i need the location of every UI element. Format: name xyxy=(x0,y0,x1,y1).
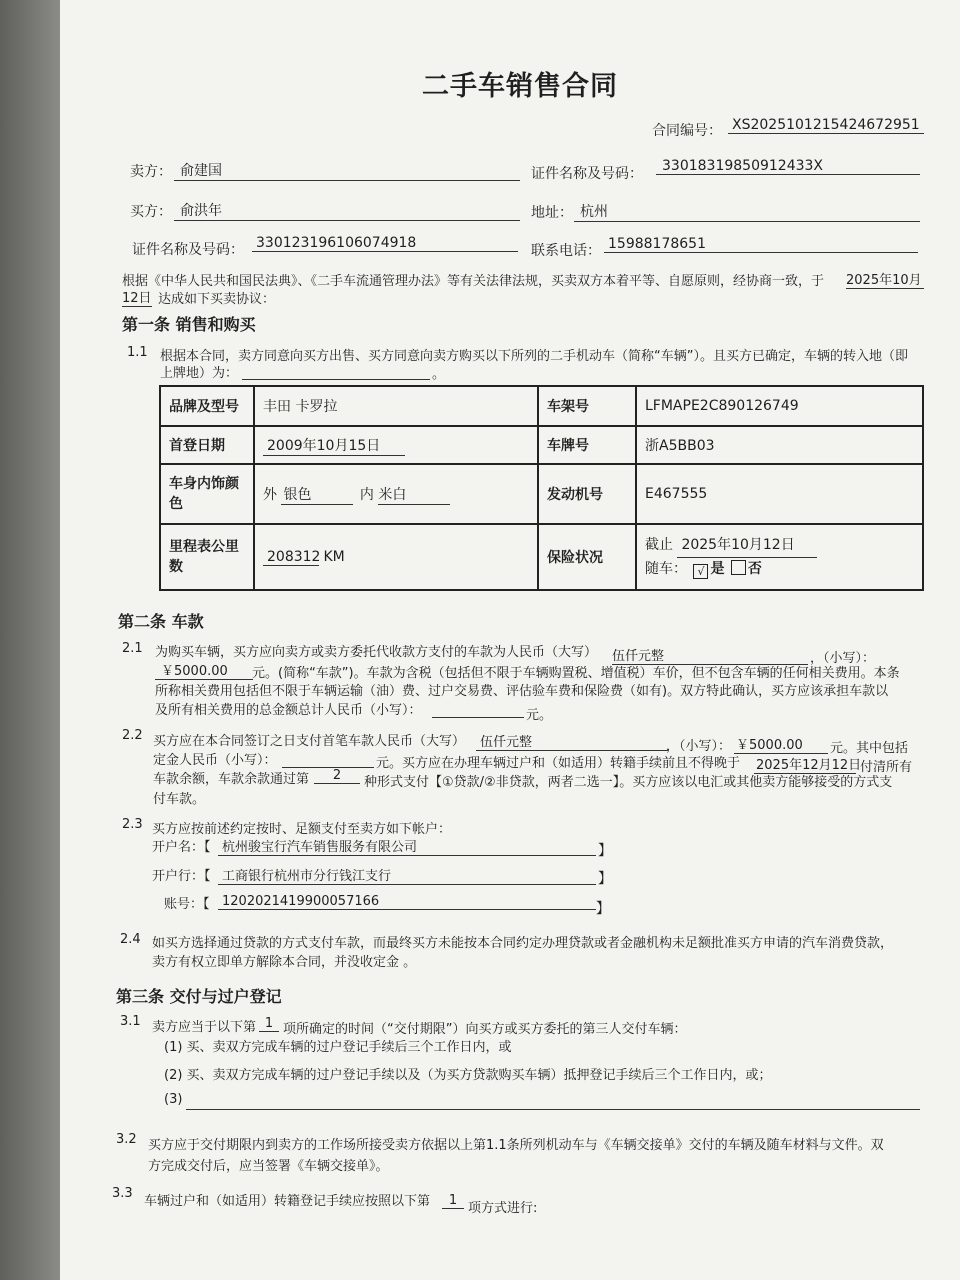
address: 杭州 xyxy=(574,201,920,222)
clause-2-1-lower-label: ，（小写）： xyxy=(810,651,876,666)
contract-page xyxy=(60,0,960,1280)
reg-date-value: 2009年10月15日 xyxy=(263,435,405,456)
clause-2-1-line-3: 所称相关费用包括但不限于车辆运输（油）费、过户交易费、评估验车费和保险费（如有)。双方特此确认，买方应该承担车款以 xyxy=(155,684,889,699)
article-2-heading: 第二条 车款 xyxy=(118,612,204,631)
page-title: 二手车销售合同 xyxy=(422,71,618,102)
yes-label: 是 xyxy=(710,560,725,577)
seller-label: 卖方： xyxy=(130,164,172,180)
with-car-row xyxy=(645,558,914,581)
clause-2-2-line-4: 付车款。 xyxy=(153,792,206,807)
clause-2-2-line-2b: 元。买方应在办理车辆过户和（如适用）转籍手续前且不得晚于 xyxy=(376,756,741,771)
clause-3-1-num: 3.1 xyxy=(120,1014,141,1029)
clause-2-1-upper-amount: 伍仟元整 xyxy=(612,645,808,665)
preamble-date-1: 2025年10月 xyxy=(846,269,924,289)
engine-value: E467555 xyxy=(636,464,923,524)
account-no-label: 账号：【 xyxy=(164,897,210,912)
clause-2-2-deadline: 2025年12月12日 xyxy=(754,754,856,774)
clause-2-1-num: 2.1 xyxy=(122,641,143,656)
with-car-label: 随车： xyxy=(645,560,687,577)
table-row xyxy=(160,426,923,464)
clause-2-1-end: 元。 xyxy=(526,708,553,723)
brand-label: 品牌及型号 xyxy=(160,386,254,426)
bank-name: 工商银行杭州市分行钱江支行 xyxy=(218,865,596,885)
mileage-value: 208312 xyxy=(263,549,319,566)
vin-label: 车架号 xyxy=(538,386,636,426)
clause-3-3-line-1b: 项方式进行: xyxy=(468,1201,538,1216)
interior-label: 内 xyxy=(359,486,374,503)
account-name-bracket: 】 xyxy=(598,843,612,859)
insurance-expiry-label: 截止 xyxy=(645,536,673,553)
yes-checkbox[interactable]: √ xyxy=(693,564,708,579)
article-1-heading: 第一条 销售和购买 xyxy=(122,315,256,334)
insurance-label: 保险状况 xyxy=(538,524,636,590)
reg-date-label: 首登日期 xyxy=(160,426,254,464)
exterior-label: 外 xyxy=(263,486,277,503)
contract-no: XS2025101215424672951 xyxy=(728,117,924,134)
plate-label: 车牌号 xyxy=(538,426,636,464)
insurance-expiry-row xyxy=(645,534,914,558)
clause-3-1-option-3: (3) xyxy=(164,1092,183,1107)
clause-1-1-line-2: 上牌地）为： xyxy=(160,366,239,381)
clause-2-2-line-1-end: 元。其中包括 xyxy=(830,741,909,756)
clause-1-1-num: 1.1 xyxy=(127,345,148,360)
clause-2-1-line-4: 及所有相关费用的总金额总计人民币（小写）： xyxy=(155,703,422,718)
no-checkbox[interactable] xyxy=(731,560,746,575)
clause-2-2-line-1: 买方应在本合同签订之日支付首笔车款人民币（大写） xyxy=(153,734,466,749)
clause-2-4-num: 2.4 xyxy=(120,932,141,947)
option-3-blank xyxy=(186,1092,920,1110)
engine-label: 发动机号 xyxy=(538,464,636,524)
clause-1-1-end: 。 xyxy=(432,367,446,382)
clause-2-3-line-1: 买方应按前述约定按时、足额支付至卖方如下帐户： xyxy=(152,822,452,837)
bank-bracket: 】 xyxy=(598,871,612,887)
insurance-cell xyxy=(636,524,923,590)
background-edge xyxy=(0,0,60,1280)
plate-value: 浙A5BB03 xyxy=(636,426,923,464)
clause-3-1-option-2: (2) 买、卖双方完成车辆的过户登记手续以及（为买方贷款购买车辆）抵押登记手续后三个工作日内，或； xyxy=(164,1068,772,1083)
seller-id-label: 证件名称及号码： xyxy=(531,166,643,182)
exterior-color: 银色 xyxy=(281,484,353,505)
clause-2-2-lower-amount: ￥5000.00 xyxy=(734,734,828,754)
clause-2-2-lower-label: ，（小写）： xyxy=(666,739,732,754)
clause-2-4-line-1: 如买方选择通过贷款的方式支付车款，而最终买方未能按本合同约定办理贷款或者金融机构未足额批准买方申请的汽车消费贷款， xyxy=(152,936,894,951)
seller-id: 33018319850912433X xyxy=(656,158,920,175)
insurance-expiry: 2025年10月12日 xyxy=(677,534,817,558)
reg-date-cell xyxy=(254,426,538,464)
bank-label: 开户行：【 xyxy=(152,869,211,884)
clause-3-1-line-1: 卖方应当于以下第 xyxy=(152,1020,257,1035)
clause-3-2-num: 3.2 xyxy=(116,1132,137,1147)
clause-3-3-item: 1 xyxy=(442,1193,464,1209)
color-cell xyxy=(254,464,538,524)
brand-value: 丰田 卡罗拉 xyxy=(254,386,538,426)
preamble-date-2: 12日 xyxy=(122,287,152,307)
registration-place-blank xyxy=(242,362,430,380)
no-label: 否 xyxy=(747,560,762,577)
buyer-id: 330123196106074918 xyxy=(252,235,518,252)
buyer-id-label: 证件名称及号码： xyxy=(132,242,244,258)
account-name-label: 开户名：【 xyxy=(152,840,211,855)
clause-2-2-line-2c: 付清所有 xyxy=(860,760,913,775)
seller-name: 俞建国 xyxy=(174,160,520,181)
account-name: 杭州骏宝行汽车销售服务有限公司 xyxy=(218,836,596,856)
vehicle-info-table xyxy=(159,385,924,591)
clause-2-2-line-2: 定金人民币（小写）： xyxy=(153,753,277,768)
clause-3-1-item: 1 xyxy=(259,1016,279,1032)
phone-label: 联系电话： xyxy=(531,243,601,259)
clause-2-4-line-2: 卖方有权立即单方解除本合同，并没收定金 。 xyxy=(152,955,417,970)
buyer-label: 买方： xyxy=(130,204,172,220)
clause-1-1-line-1: 根据本合同，卖方同意向买方出售、买方同意向卖方购买以下所列的二手机动车（简称“车辆”）。且买方已确定，车辆的转入地（即 xyxy=(160,349,908,364)
clause-3-2-line-2: 方完成交付后，应当签署《车辆交接单》。 xyxy=(148,1159,389,1174)
clause-3-3-line-1: 车辆过户和（如适用）转籍登记手续应按照以下第 xyxy=(144,1194,431,1209)
contract-no-label: 合同编号： xyxy=(652,123,722,139)
color-label: 车身内饰颜色 xyxy=(160,464,254,524)
clause-3-1-option-1: (1) 买、卖双方完成车辆的过户登记手续后三个工作日内，或 xyxy=(164,1040,512,1055)
clause-3-2-line-1: 买方应于交付期限内到卖方的工作场所接受卖方依据以上第1.1条所列机动车与《车辆交接单》交付的车辆及随车材料与文件。双 xyxy=(148,1138,884,1153)
mileage-cell xyxy=(254,524,538,590)
clause-2-2-upper-amount: 伍仟元整 xyxy=(476,731,668,751)
address-label: 地址： xyxy=(531,205,573,221)
clause-3-1-line-1b: 项所确定的时间（“交付期限”）向买方或买方委托的第三人交付车辆： xyxy=(283,1022,687,1037)
account-no: 1202021419900057166 xyxy=(218,894,596,910)
vin-value: LFMAPE2C890126749 xyxy=(636,386,923,426)
account-no-bracket: 】 xyxy=(596,901,610,917)
clause-2-2-line-3: 车款余额，车款余款通过第 xyxy=(153,772,310,787)
buyer-name: 俞洪年 xyxy=(174,200,520,221)
table-row xyxy=(160,386,923,426)
article-3-heading: 第三条 交付与过户登记 xyxy=(116,987,282,1006)
table-row xyxy=(160,524,923,590)
table-row xyxy=(160,464,923,524)
clause-2-1-lower-amount: ￥5000.00 xyxy=(155,660,253,680)
phone: 15988178651 xyxy=(604,236,918,253)
clause-2-1-line-2: 元。(简称“车款”)。车款为含税（包括但不限于车辆购置税、增值税）车价，但不包含车辆的任何相关费用。本条 xyxy=(252,666,900,681)
clause-3-3-num: 3.3 xyxy=(112,1186,133,1201)
clause-2-2-line-3b: 种形式支付【①贷款/②非贷款，两者二选一】。买方应该以电汇或其他卖方能够接受的方式支 xyxy=(364,775,893,790)
preamble-text-2: 达成如下买卖协议： xyxy=(158,292,276,307)
preamble-text: 根据《中华人民共和国民法典》、《二手车流通管理办法》等有关法律法规，买卖双方本着平等、自愿原则，经协商一致，于 xyxy=(122,274,825,289)
clause-2-1-line-1: 为购买车辆，买方应向卖方或卖方委托代收款方支付的车款为人民币（大写） xyxy=(155,645,598,660)
mileage-unit: KM xyxy=(323,548,345,565)
clause-2-3-num: 2.3 xyxy=(122,817,143,832)
clause-2-2-num: 2.2 xyxy=(122,728,143,743)
interior-color: 米白 xyxy=(378,484,450,505)
total-amount-blank xyxy=(432,700,524,718)
mileage-label: 里程表公里数 xyxy=(160,524,254,590)
deposit-blank xyxy=(282,750,374,768)
clause-2-2-method: 2 xyxy=(314,768,360,784)
